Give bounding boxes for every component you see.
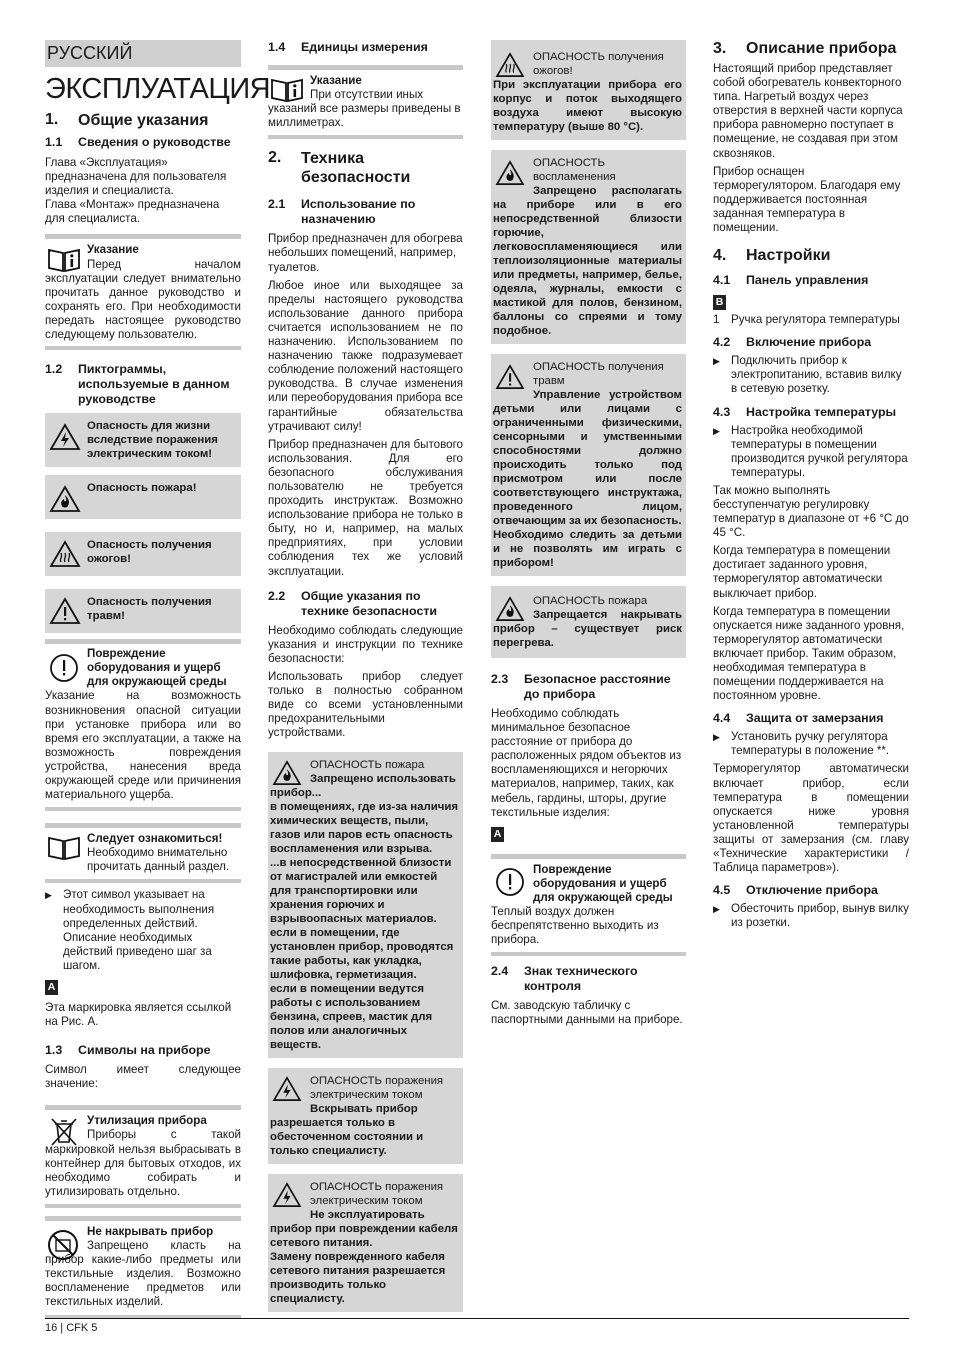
disposal-notice: Утилизация прибора Приборы с такой маркировкой нельзя выбрасывать в контейнер для бытовых отходов, их необходимо собирать и утилизировать отдельно. xyxy=(45,1105,241,1199)
paragraph: Глава «Монтаж» предназначена для специалиста. xyxy=(45,198,220,226)
book-read-icon xyxy=(47,835,81,861)
arrow-icon: ▶ xyxy=(713,904,720,915)
section-4-5-heading: 4.5 Отключение прибора xyxy=(713,883,878,898)
section-2-4-heading: 2.4 Знак технического контроля xyxy=(491,964,638,994)
arrow-icon: ▶ xyxy=(45,890,52,901)
read-notice: Следует ознакомиться! Необходимо внимательно прочитать данный раздел. xyxy=(45,823,241,874)
danger-ignition-box: ОПАСНОСТЬ воспламенения Запрещено располагать на приборе или в его непосредственной близости горючие, легковоспламеняющиеся или теплоизоляционные материалы или предметы, например, белье, одеяла, журналы, емкости с мастикой для полов, бензином, баллоны со спреями и тому подобное. xyxy=(491,150,686,344)
note-box: Указание Перед началом эксплуатации следует внимательно прочитать данное руководство и сохранять его. При необходимости передать настоящее руководство следующему пользователю. xyxy=(45,234,241,342)
do-not-cover-notice: Не накрывать прибор Запрещено класть на прибор какие-либо предметы или текстильные изделия. Возможно воспламенение предметов или текстильных изделий. xyxy=(45,1216,241,1310)
section-2-1-heading: 2.1 Использование по назначению xyxy=(268,197,416,227)
list-item: ▶ Настройка необходимой температуры в помещении производится ручкой регулятора температуры. xyxy=(713,423,908,479)
section-1-2-heading: 1.2 Пиктограммы, используемые в данном руководстве xyxy=(45,362,230,407)
warning-burn: Опасность получения ожогов! xyxy=(45,532,241,576)
section-2-2-heading: 2.2 Общие указания по технике безопасности xyxy=(268,588,438,618)
list-item: ▶ Установить ручку регулятора температуры в положение **. xyxy=(713,730,890,758)
hot-surface-icon xyxy=(495,52,525,78)
warning-electric: Опасность для жизни вследствие поражения электрическим током! xyxy=(45,413,241,467)
figure-tag: A xyxy=(45,980,58,995)
column-4: 3. Описание прибора Настоящий прибор представляет собой обогреватель конвекторного типа. Нагретый воздух через отверстия в верхней части корпуса прибора равномерно поступает в помещение, не создавая при этом сквозняков. Прибор оснащен терморегулятором. Благодаря ему поддерживается постоянная заданная температура в помещении. 4. Настройки 4.1 Панель управления B 1 Ручка регулятора температуры 4.2 Включение прибора ▶ Подключить прибор к электропитанию, вставив вилку в сетевую розетку. 4.3 Настройка температуры ▶ Настройка необходимой температуры в помещении производится ручкой регулятора температуры. Так можно выполнять бесступенчатую регулировку температур в диапазоне от +6 °C до 45 °C. Когда температура в помещении достигает заданного уровня, терморегулятор автоматически выключает прибор. Когда температура в помещении опускается ниже заданного уровня, терморегулятор автоматически включает прибор. Таким образом, необходимая температура в помещении поддерживается на постоянном уровне. 4.4 Защита от замерзания ▶ Установить ручку регулятора температуры в положение **. Терморегулятор автоматически включает прибор, если температура в помещении опускается ниже уровня установленной температуры защиты от замерзания (см. главу «Технические характеристики / Таблица параметров»). 4.5 Отключение прибора ▶ Обесточить прибор, вынув вилку из розетки. xyxy=(713,40,909,930)
fire-hazard-icon xyxy=(495,596,525,622)
fire-hazard-icon xyxy=(272,760,302,786)
section-1-4-heading: 1.4 Единицы измерения xyxy=(268,40,428,54)
exclamation-circle-icon xyxy=(49,653,79,683)
danger-fire-box: ОПАСНОСТЬ пожара Запрещено использовать прибор... в помещениях, где из-за наличия химических веществ, пыли, газов или паров есть опасность воспламенения или взрыва. ...в непосредственной близости от магистралей или емкостей для транспортировки или хранения горючих и взрывоопасных материалов. если в помещении, где установлен прибор, проводятся такие работы, как укладка, шлифовка, герметизация. если в помещении ведутся работы с использованием бензина, спреев, мастик для полов или аналогичных веществ. xyxy=(268,752,463,1058)
exclamation-warning-icon xyxy=(495,364,525,390)
section-4-4-heading: 4.4 Защита от замерзания xyxy=(713,711,884,726)
section-1-3-heading: 1.3 Символы на приборе xyxy=(45,1043,211,1058)
column-2: 1.4 Единицы измерения Указание При отсутствии иных указаний все размеры приведены в миллиметрах. 2. Техника безопасности 2.1 Использование по назначению Прибор предназначен для обогрева небольших помещений, например, туалетов. Любое иное или выходящее за пределы настоящего руководства использование данного прибора считается использованием не по назначению. Использованием по назначению также подразумевает соблюдение положений настоящего руководства. В случае изменения или переоборудования прибора все гарантийные обязательства утрачивают силу! Прибор предназначен для бытового использования. Для его безопасного обслуживания пользователю не требуется проходить инструктаж. Возможно использование прибора не только в быту, но и, например, на малых предприятиях, при условии соблюдения тех же условий эксплуатации. 2.2 Общие указания по технике безопасности Необходимо соблюдать следующие указания и инструкции по технике безопасности: Использовать прибор следует только в полностью собранном виде со всеми установленными предохранительными устройствами. ОПАСНОСТЬ пожара Запрещено использовать прибор... в помещениях, где из-за наличия химических веществ, пыли, газов или паров есть опасность воспламенения или взрыва. ...в непосредственной близости от магистралей или емкостей для транспортировки или хранения горючих и взрывоопасных материалов. если в помещении, где установлен прибор, проводятся такие работы, как укладка, шлифовка, герметизация. если в помещении ведутся работы с использованием бензина, спреев, мастик для полов или аналогичных веществ. ОПАСНОСТЬ поражения электрическим током Вскрывать прибор разрешается только в обесточенном состоянии и только специалисту. ОПАСНОСТЬ поражения электрическим током Не эксплуатировать прибор при повреждении кабеля сетевого питания. Замену поврежденного кабеля сетевого питания разрешается производить только специалисту. xyxy=(268,40,463,1312)
book-info-icon xyxy=(270,77,304,103)
section-1-heading: 1. Общие указания xyxy=(45,111,209,129)
electric-hazard-icon xyxy=(272,1182,302,1208)
section-2-3-heading: 2.3 Безопасное расстояние до прибора xyxy=(491,672,671,701)
exclamation-circle-icon xyxy=(495,867,525,897)
section-1-1-heading: 1.1 Сведения о руководстве xyxy=(45,135,231,149)
arrow-icon: ▶ xyxy=(713,425,720,436)
figure-tag: A xyxy=(491,827,504,842)
section-4-3-heading: 4.3 Настройка температуры xyxy=(713,404,897,419)
hot-surface-icon xyxy=(49,540,81,568)
damage-notice: Повреждение оборудования и ущерб для окружающей среды Теплый воздух должен беспрепятственно выходить из прибора. xyxy=(491,854,686,948)
fire-hazard-icon xyxy=(495,160,525,186)
note-box: Указание При отсутствии иных указаний все размеры приведены в миллиметрах. xyxy=(268,65,463,130)
danger-injury-box: ОПАСНОСТЬ получения травм Управление устройством детьми или лицами с ограниченными физическими, сенсорными и умственными способностями должно происходить только под присмотром или после соответствующего инструктажа, проведенного лицом, отвечающим за их безопасность. Необходимо следить за детьми и не позволять им играть с прибором! xyxy=(491,354,686,576)
list-item: 1 Ручка регулятора температуры xyxy=(713,313,900,327)
do-not-cover-icon xyxy=(47,1229,79,1261)
exclamation-warning-icon xyxy=(49,597,81,625)
danger-electric-box-2: ОПАСНОСТЬ поражения электрическим током Не эксплуатировать прибор при повреждении кабеля сетевого питания. Замену поврежденного кабеля сетевого питания разрешается производить только специалисту. xyxy=(268,1174,463,1312)
arrow-icon: ▶ xyxy=(713,732,720,743)
warning-injury: Опасность получения травм! xyxy=(45,589,241,633)
electric-hazard-icon xyxy=(49,423,81,451)
danger-electric-box-1: ОПАСНОСТЬ поражения электрическим током Вскрывать прибор разрешается только в обесточенном состоянии и только специалисту. xyxy=(268,1068,463,1164)
section-3-heading: 3. Описание прибора xyxy=(713,40,897,57)
column-1: РУССКИЙ ЭКСПЛУАТАЦИЯ 1. Общие указания 1.1 Сведения о руководстве Глава «Эксплуатация» предназначена для пользователя изделия и специалиста. Глава «Монтаж» предназначена для специалиста. Указание Перед началом эксплуатации следует внимательно прочитать данное руководство и сохранять его. При необходимости передать настоящее руководство следующему пользователю. 1.2 Пиктограммы, используемые в данном руководстве Опасность для жизни вследствие поражения электрическим током! Опасность пожара! Опасность получения ожогов! Опасность получения травм! Повреждение оборудования и ущерб для окружающей среды Указание на возможность возникновения опасной ситуации при установке прибора или во время его эксплуатации, а также на возможность повреждения устройства, нанесения вреда окружающей среде или причинения материального ущерба. Следует ознакомиться! Необходимо внимательно прочитать данный раздел. ▶ Этот символ указывает на необходимость выполнения определенных действий. Описание необходимых действий приведено шаг за шагом. A Эта маркировка является ссылкой на Рис. A. 1.3 Символы на приборе Символ имеет следующее значение: Утилизация прибора Приборы с такой маркировкой нельзя выбрасывать в контейнер для бытовых отходов, их необходимо собирать и утилизировать отдельно. Не накрывать прибор Запрещено класть на прибор какие-либо предметы или текстильные изделия. Возможно воспламенение предметов или текстильных изделий. xyxy=(45,40,241,1319)
page-number: 16 | CFK 5 xyxy=(45,1322,98,1334)
crossed-bin-icon xyxy=(49,1116,79,1148)
page-title: ЭКСПЛУАТАЦИЯ xyxy=(45,73,271,105)
section-4-2-heading: 4.2 Включение прибора xyxy=(713,335,872,350)
list-item: ▶ Этот символ указывает на необходимость выполнения определенных действий. Описание необходимых действий приведено шаг за шагом. xyxy=(45,888,215,972)
danger-fire-box-2: ОПАСНОСТЬ пожара Запрещается накрывать прибор – существует риск перегрева. xyxy=(491,586,686,658)
footer xyxy=(45,1318,909,1334)
damage-notice: Повреждение оборудования и ущерб для окружающей среды Указание на возможность возникновения опасной ситуации при установке прибора или во время его эксплуатации, а также на возможность повреждения устройства, нанесения вреда окружающей среде или причинения материального ущерба. xyxy=(45,639,241,802)
section-4-1-heading: 4.1 Панель управления xyxy=(713,273,869,288)
section-4-heading: 4. Настройки xyxy=(713,247,831,265)
book-info-icon xyxy=(47,247,81,273)
section-2-heading: 2. Техника безопасности xyxy=(268,149,411,187)
warning-fire: Опасность пожара! xyxy=(45,475,241,519)
figure-tag: B xyxy=(713,295,726,310)
language-label: РУССКИЙ xyxy=(45,40,241,67)
arrow-icon: ▶ xyxy=(713,356,720,367)
list-item: ▶ Подключить прибор к электропитанию, вставив вилку в сетевую розетку. xyxy=(713,354,902,396)
fire-hazard-icon xyxy=(49,485,81,513)
column-3: ОПАСНОСТЬ получения ожогов! При эксплуатации прибора его корпус и поток выходящего воздуха имеют высокую температуру (выше 80 °C). ОПАСНОСТЬ воспламенения Запрещено располагать на приборе или в его непосредственной близости горючие, легковоспламеняющиеся или теплоизоляционные материалы или предметы, например, белье, одеяла, журналы, емкости с мастикой для полов, бензином, баллоны со спреями и тому подобное. ОПАСНОСТЬ получения травм Управление устройством детьми или лицами с ограниченными физическими, сенсорными и умственными способностями должно происходить только под присмотром или после соответствующего инструктажа, проведенного лицом, отвечающим за их безопасность. Необходимо следить за детьми и не позволять им играть с прибором! ОПАСНОСТЬ пожара Запрещается накрывать прибор – существует риск перегрева. 2.3 Безопасное расстояние до прибора Необходимо соблюдать минимальное безопасное расстояние от прибора до расположенных рядом объектов из воспламеняющихся и негорючих материалов, например, таких, как мебель, гардины, шторы, другие текстильные изделия: A Повреждение оборудования и ущерб для окружающей среды Теплый воздух должен беспрепятственно выходить из прибора. 2.4 Знак технического контроля См. заводскую табличку с паспортными данными на приборе. xyxy=(491,40,686,1028)
danger-burn-box: ОПАСНОСТЬ получения ожогов! При эксплуатации прибора его корпус и поток выходящего воздуха имеют высокую температуру (выше 80 °C). xyxy=(491,40,686,140)
list-item: ▶ Обесточить прибор, вынув вилку из розетки. xyxy=(713,902,909,930)
paragraph: Глава «Эксплуатация» предназначена для пользователя изделия и специалиста. xyxy=(45,156,227,198)
electric-hazard-icon xyxy=(272,1076,302,1102)
